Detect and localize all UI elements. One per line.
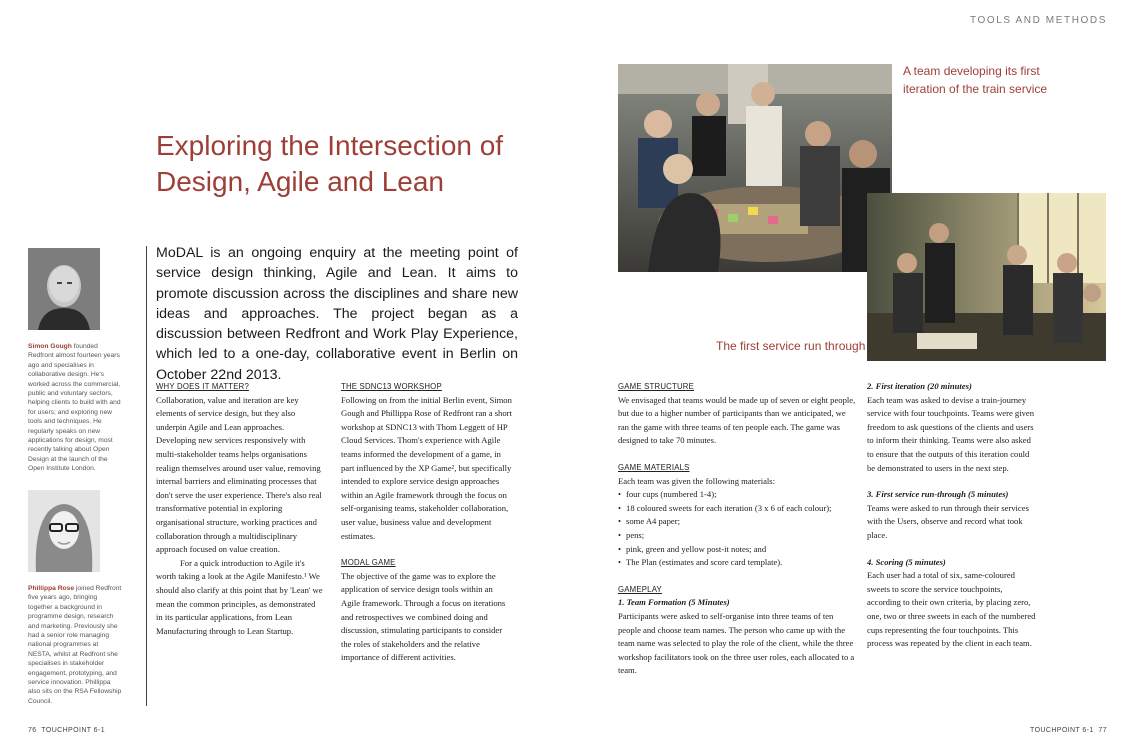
bio-text: joined Redfront five years ago, bringing together a background in programme design, research and marketing. Previously she had a senior role managing national programmes at NESTA, whilst at Redfront she specialises in stakeholder engagement, prototyping, and service innovation. Phillippa also sits on the RSA Fellowship Council. xyxy=(28,585,122,705)
title-line-2: Design, Agile and Lean xyxy=(156,166,444,197)
bio-name: Simon Gough xyxy=(28,343,72,350)
page-number: 76 xyxy=(28,727,37,734)
bio-text: founded Redfront almost fourteen years ago and specialises in collaborative design. He's worked across the commercial, public and voluntary sectors, helping clients to build with and for users; and exploring new tools and techniques. He regularly speaks on new applications for design, most recently talking about Open Design at the launch of the Open Institute London. xyxy=(28,343,121,473)
publication-name: TOUCHPOINT 6-1 xyxy=(41,727,105,734)
portrait-simon-gough xyxy=(28,248,100,330)
section-heading: WHY DOES IT MATTER? xyxy=(156,382,250,391)
list-item: • 18 coloured sweets for each iteration (3 x 6 of each colour); xyxy=(618,502,858,516)
subheading: 3. First service run-through (5 minutes) xyxy=(867,489,1009,500)
subheading: 1. Team Formation (5 Minutes) xyxy=(618,597,730,608)
paragraph: Each team was asked to devise a train-journey service with four touchpoints. Teams were given freedom to ask questions of the clients and users to inform their thinking. Teams were also asked to ensure that the outputs of this iteration could be demonstrated to users in the next step. xyxy=(867,394,1035,473)
paragraph: Following on from the initial Berlin event, Simon Gough and Phillippa Rose of Redfront ran a short workshop at SDNC13 with Thom Leggett of HP Cloud Services. Thom's experience with Agile teams informed the development of a game, in part influenced by the XP Game², but specifically intended to explore service design approaches within an Agile framework through the focus on self-organising teams, stakeholder collaboration, user value, business value and development estimates. xyxy=(341,394,512,541)
section-heading: MODAL GAME xyxy=(341,558,396,568)
divider-rule xyxy=(146,246,147,706)
list-item: • four cups (numbered 1-4); xyxy=(618,488,858,502)
bio-phillippa-rose xyxy=(28,584,123,706)
folio-right xyxy=(1030,727,1107,734)
bio-simon-gough xyxy=(28,342,123,474)
section-heading: GAMEPLAY xyxy=(618,584,662,594)
section-heading: THE SDNC13 WORKSHOP xyxy=(341,382,442,391)
portrait-phillippa-rose xyxy=(28,490,100,572)
paragraph: Each team was given the following materials: xyxy=(618,475,776,486)
paragraph: For a quick introduction to Agile it's worth taking a look at the Agile Manifesto.¹ We should also clarify at this point that by 'Lean' we mean the common principles, as demonstrated in its particular applications, from Lean Manufacturing through to Lean Startup. xyxy=(156,557,323,636)
bio-name: Phillippa Rose xyxy=(28,585,75,592)
running-head: TOOLS AND METHODS xyxy=(969,15,1107,26)
paragraph: Teams were asked to run through their services with the Users, observe and record what took place. xyxy=(867,502,1029,540)
materials-list xyxy=(618,488,858,570)
publication-name: TOUCHPOINT 6-1 xyxy=(1030,727,1094,734)
intro-paragraph xyxy=(156,243,518,385)
list-item: • The Plan (estimates and score card template). xyxy=(618,556,858,570)
title-line-1: Exploring the Intersection of xyxy=(156,130,504,161)
list-item: • some A4 paper; xyxy=(618,515,858,529)
paragraph: Each user had a total of six, same-coloured sweets to score the service touchpoints, according to their own criteria, by placing zero, one, two or three sweets in each of the numbered cups representing the four touchpoints. This process was repeated by the client in each team. xyxy=(867,570,1036,649)
list-item: • pink, green and yellow post-it notes; and xyxy=(618,543,858,557)
column-2 xyxy=(341,380,513,665)
caption-top: A team developing its first iteration of the train service xyxy=(903,64,1048,96)
column-3 xyxy=(618,380,858,678)
section-heading: GAME MATERIALS xyxy=(618,462,690,472)
paragraph: Collaboration, value and iteration are key elements of service design, but they also underpin Agile and Lean approaches. Developing new services responsively with multi-stakeholder teams helps organisations realign themselves around user value, removing internal barriers and eliminating processes that don't serve the user experience. There's also real transformative potential in exploring organisational structure, working practices and collaboration through a multidisciplinary approach focused on value creation. xyxy=(156,394,322,555)
subheading: 2. First iteration (20 minutes) xyxy=(867,381,972,391)
list-item: • pens; xyxy=(618,529,858,543)
paragraph: The objective of the game was to explore the application of service design tools within an Agile framework. Through a focus on iterations and retrospectives we combined doing and discussion, stimulating participants to consider the roles of stakeholders and the relative importance of different activities. xyxy=(341,570,506,663)
column-4 xyxy=(867,380,1037,651)
paragraph: We envisaged that teams would be made up of seven or eight people, but due to a higher number of participants than we anticipated, we ran the game with three teams of ten people each. The game was designed to take 70 minutes. xyxy=(618,394,856,446)
paragraph: Participants were asked to self-organise into three teams of ten people and choose team names. The person who came up with the team name was selected to play the role of the client, while the three workshop facilitators took on the three user roles, each allocated to a team. xyxy=(618,610,855,676)
photo-team-developing xyxy=(618,64,892,272)
photo-service-run-through xyxy=(867,193,1106,361)
section-heading: GAME STRUCTURE xyxy=(618,382,695,391)
article-title xyxy=(156,128,576,200)
subheading: 4. Scoring (5 minutes) xyxy=(867,556,946,567)
intro-text: MoDAL is an ongoing enquiry at the meeting point of service design thinking, Agile and Lean. It aims to promote discussion across the disciplines and share new ideas and approaches. The project began as a discussion between Redfront and Work Play Experience, which led to a one-day, collaborative event in Berlin on October 22nd 2013. xyxy=(156,245,518,383)
column-1 xyxy=(156,380,324,638)
page-number: 77 xyxy=(1098,727,1107,734)
folio-left xyxy=(28,727,105,734)
caption-bottom: The first service run through xyxy=(716,339,866,353)
